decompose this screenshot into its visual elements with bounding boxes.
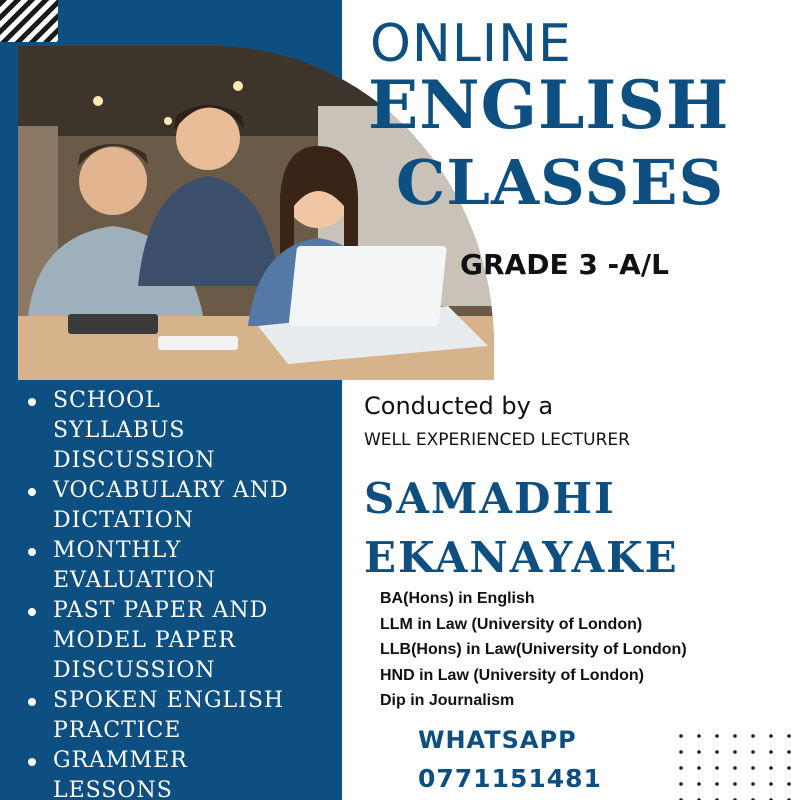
feature-list: [24, 386, 363, 800]
feature-text: SPOKEN ENGLISH PRACTICE: [53, 688, 285, 743]
headline-classes: CLASSES: [396, 146, 725, 219]
headline-english: ENGLISH: [368, 66, 730, 144]
feature-text: VOCABULARY AND DICTATION: [53, 478, 289, 533]
qualification-item: BA(Hons) in English: [380, 590, 535, 607]
feature-item: [24, 386, 363, 476]
feature-text: GRAMMER LESSONS: [53, 748, 188, 800]
qualification-item: HND in Law (University of London): [380, 666, 644, 684]
conducted-by-label: Conducted by a: [364, 392, 554, 420]
feature-text: MONTHLY EVALUATION: [53, 538, 216, 593]
feature-item: [24, 476, 363, 536]
headline-online: ONLINE: [370, 14, 572, 74]
dot-grid-decoration: [672, 728, 792, 800]
bullet-icon: [28, 548, 36, 556]
experience-label: WELL EXPERIENCED LECTURER: [364, 430, 630, 450]
whatsapp-label: WHATSAPP: [418, 726, 577, 754]
bullet-icon: [28, 758, 36, 766]
phone-number: 0771151481: [418, 764, 602, 793]
feature-item: [24, 746, 363, 800]
bullet-icon: [28, 608, 36, 616]
bullet-icon: [28, 398, 36, 406]
qualification-item: Dip in Journalism: [380, 692, 515, 709]
feature-item: [24, 686, 363, 746]
bullet-icon: [28, 698, 36, 706]
feature-text: PAST PAPER AND MODEL PAPER DISCUSSION: [53, 598, 269, 683]
lecturer-first-name: SAMADHI: [364, 474, 616, 523]
qualification-list: [380, 586, 687, 714]
qualification-item: LLB(Hons) in Law(University of London): [380, 641, 687, 658]
grade-range: GRADE 3 -A/L: [460, 248, 669, 281]
bullet-icon: [28, 488, 36, 496]
lecturer-last-name: EKANAYAKE: [364, 533, 679, 582]
feature-text: SCHOOL SYLLABUS DISCUSSION: [53, 388, 216, 473]
diagonal-stripes-decoration: [0, 0, 58, 42]
feature-item: [24, 596, 363, 686]
feature-item: [24, 536, 363, 596]
qualification-item: LLM in Law (University of London): [380, 615, 643, 633]
